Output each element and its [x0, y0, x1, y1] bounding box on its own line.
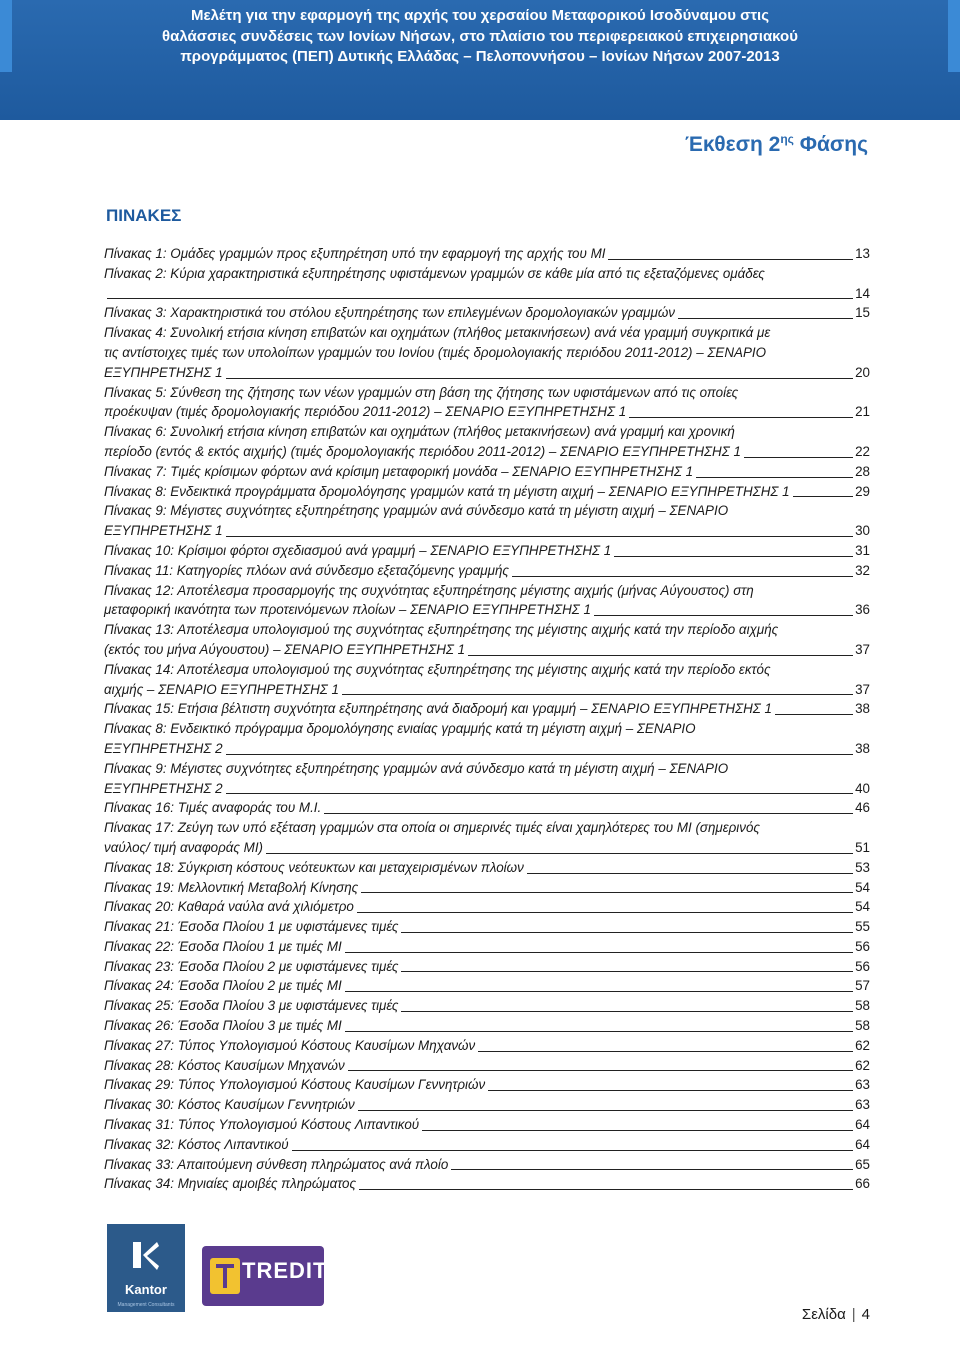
tredit-logo-text: TREDIT	[242, 1258, 328, 1283]
toc-page-number: 20	[855, 364, 870, 380]
toc-entry-text: Πίνακας 1: Ομάδες γραμμών προς εξυπηρέτηση υπό την εφαρμογή της αρχής του ΜΙ	[104, 246, 606, 261]
toc-page-number: 36	[855, 602, 870, 618]
toc-entry[interactable]	[104, 422, 870, 462]
toc-leader-line	[345, 991, 853, 992]
page-label: Σελίδα	[801, 1306, 846, 1323]
toc-entry[interactable]	[104, 303, 870, 323]
toc-entry[interactable]	[104, 798, 870, 818]
report-phase-superscript: ης	[780, 132, 794, 146]
toc-entry[interactable]	[104, 462, 870, 482]
toc-entry-text: Πίνακας 13: Αποτέλεσμα υπολογισμού της συχνότητας εξυπηρέτησης της μέγιστης αιχμής κατά την περίοδο αιχμής	[104, 622, 779, 638]
tables-toc	[104, 244, 870, 1194]
toc-leader-line	[608, 259, 853, 260]
tredit-logo	[202, 1246, 328, 1306]
toc-page-number: 58	[855, 998, 870, 1014]
toc-entry-text: Πίνακας 16: Τιμές αναφοράς του Μ.Ι.	[104, 800, 322, 816]
toc-entry-text: μεταφορική ικανότητα των προτεινόμενων πλοίων – ΣΕΝΑΡΙΟ ΕΞΥΠΗΡΕΤΗΣΗΣ 1	[104, 602, 591, 618]
header-accent-right	[948, 0, 960, 72]
toc-entry[interactable]	[104, 1095, 870, 1115]
toc-page-number: 63	[855, 1097, 870, 1113]
toc-leader-line	[775, 714, 853, 715]
toc-page-number: 54	[855, 879, 870, 895]
toc-entry-text: ΕΞΥΠΗΡΕΤΗΣΗΣ 2	[104, 740, 223, 756]
kantor-logo-subtext: Management Consultants	[117, 1302, 175, 1308]
toc-leader-line	[512, 576, 853, 577]
toc-entry-text: Πίνακας 34: Μηνιαίες αμοιβές πληρώματος	[104, 1176, 357, 1192]
toc-leader-line	[361, 892, 853, 893]
toc-page-number: 56	[855, 938, 870, 954]
toc-entry[interactable]	[104, 244, 870, 264]
toc-leader-line	[107, 298, 853, 299]
toc-leader-line	[401, 932, 853, 933]
toc-page-number: 62	[855, 1057, 870, 1073]
toc-page-number: 14	[855, 285, 870, 301]
toc-entry[interactable]	[104, 1135, 870, 1155]
kantor-logo	[107, 1224, 185, 1312]
toc-entry[interactable]	[104, 501, 870, 541]
toc-entry[interactable]	[104, 699, 870, 719]
toc-entry-text: Πίνακας 18: Σύγκριση κόστους νεότευκτων και μεταχειρισμένων πλοίων	[104, 859, 524, 875]
toc-page-number: 32	[855, 562, 870, 578]
toc-entry[interactable]	[104, 858, 870, 878]
toc-page-number: 55	[855, 919, 870, 935]
toc-leader-line	[357, 912, 853, 913]
page-number	[802, 1306, 870, 1323]
toc-leader-line	[793, 496, 854, 497]
toc-page-number: 64	[855, 1136, 870, 1152]
toc-page-number: 38	[855, 740, 870, 756]
toc-entry-text: ναύλος/ τιμή αναφοράς ΜΙ)	[104, 839, 263, 855]
report-phase-title	[685, 132, 868, 157]
toc-leader-line	[345, 952, 853, 953]
toc-entry[interactable]	[104, 264, 870, 304]
toc-page-number: 22	[855, 443, 870, 459]
toc-page-number: 21	[855, 404, 870, 420]
kantor-mark-icon	[131, 1238, 161, 1272]
tredit-mark-icon	[208, 1254, 242, 1298]
toc-entry[interactable]	[104, 818, 870, 858]
toc-entry[interactable]	[104, 660, 870, 700]
toc-entry-text: Πίνακας 4: Συνολική ετήσια κίνηση επιβατών και οχημάτων (πλήθος μετακινήσεων) ανά νέα γραμμή συγκριτικά με	[104, 325, 771, 341]
header-accent-left	[0, 0, 12, 72]
report-phase-suffix: Φάσης	[793, 133, 868, 156]
toc-entry-text: ΕΞΥΠΗΡΕΤΗΣΗΣ 2	[104, 780, 223, 796]
toc-entry-text: Πίνακας 33: Απαιτούμενη σύνθεση πληρώματος ανά πλοίο	[104, 1156, 449, 1172]
toc-page-number: 37	[855, 641, 870, 657]
document-title-line: θαλάσσιες συνδέσεις των Ιονίων Νήσων, στο πλαίσιο του περιφερειακού επιχειρησιακού	[162, 27, 798, 45]
toc-entry-text: Πίνακας 14: Αποτέλεσμα υπολογισμού της συχνότητας εξυπηρέτησης της μέγιστης αιχμής κατά την περίοδο εκτός	[104, 661, 771, 677]
toc-page-number: 28	[855, 463, 870, 479]
toc-entry[interactable]	[104, 1155, 870, 1175]
toc-page-number: 58	[855, 1018, 870, 1034]
toc-entry-text: (εκτός του μήνα Αύγουστου) – ΣΕΝΑΡΙΟ ΕΞΥΠΗΡΕΤΗΣΗΣ 1	[104, 641, 466, 657]
toc-page-number: 66	[855, 1176, 870, 1192]
toc-leader-line	[629, 417, 853, 418]
toc-leader-line	[226, 536, 854, 537]
toc-entry-text: Πίνακας 25: Έσοδα Πλοίου 3 με υφιστάμενες τιμές	[104, 998, 399, 1014]
toc-entry-text: Πίνακας 12: Αποτέλεσμα προσαρμογής της συχνότητας εξυπηρέτησης μέγιστης αιχμής (μήνας Αύγουστος) στη	[104, 582, 754, 598]
document-title-line: προγράμματος (ΠΕΠ) Δυτικής Ελλάδας – Πελοποννήσου – Ιονίων Νήσων 2007-2013	[180, 48, 780, 65]
toc-entry-text: Πίνακας 2: Κύρια χαρακτηριστικά εξυπηρέτησης υφιστάμενων γραμμών σε κάθε μία από τις εξεταζόμενες ομάδες	[104, 265, 765, 281]
toc-entry[interactable]	[104, 1115, 870, 1135]
toc-leader-line	[614, 556, 853, 557]
toc-page-number: 38	[855, 701, 870, 717]
toc-page-number: 46	[855, 800, 870, 816]
toc-entry-text: Πίνακας 29: Τύπος Υπολογισμού Κόστους Καυσίμων Γεννητριών	[104, 1077, 486, 1093]
toc-entry-text: Πίνακας 9: Μέγιστες συχνότητες εξυπηρέτησης γραμμών ανά σύνδεσμο κατά τη μέγιστη αιχμή – ΣΕΝΑΡΙΟ	[104, 503, 729, 519]
toc-leader-line	[292, 1150, 853, 1151]
toc-leader-line	[324, 813, 853, 814]
toc-leader-line	[594, 615, 853, 616]
toc-leader-line	[527, 873, 853, 874]
document-header-band	[0, 0, 960, 120]
page-footer	[0, 1210, 960, 1357]
toc-entry[interactable]	[104, 917, 870, 937]
toc-entry-text: ΕΞΥΠΗΡΕΤΗΣΗΣ 1	[104, 523, 223, 539]
toc-leader-line	[358, 1110, 853, 1111]
toc-leader-line	[478, 1051, 853, 1052]
toc-leader-line	[266, 853, 853, 854]
toc-page-number: 29	[855, 483, 870, 499]
toc-leader-line	[696, 477, 853, 478]
toc-entry[interactable]	[104, 1174, 870, 1194]
document-title-line: Μελέτη για την εφαρμογή της αρχής του χερσαίου Μεταφορικού Ισοδύναμου στις	[190, 7, 770, 24]
toc-entry[interactable]	[104, 1056, 870, 1076]
toc-entry-text: Πίνακας 22: Έσοδα Πλοίου 1 με τιμές ΜΙ	[104, 938, 342, 954]
toc-entry-text: Πίνακας 24: Έσοδα Πλοίου 2 με τιμές ΜΙ	[104, 978, 342, 994]
toc-entry-text: τις αντίστοιχες τιμές των υπολοίπων γραμμών του Ιονίου (τιμές δρομολογιακής περιόδου 2011-2012) – ΣΕΝΑΡΙΟ	[104, 344, 767, 360]
toc-entry[interactable]	[104, 561, 870, 581]
toc-entry-text: Πίνακας 6: Συνολική ετήσια κίνηση επιβατών και οχημάτων (πλήθος μετακινήσεων) ανά γραμμή και χρονική	[104, 424, 735, 440]
toc-page-number: 31	[855, 542, 870, 558]
toc-page-number: 30	[855, 523, 870, 539]
toc-page-number: 37	[855, 681, 870, 697]
toc-entry-text: Πίνακας 8: Ενδεικτικά προγράμματα δρομολόγησης γραμμών κατά τη μέγιστη αιχμή – ΣΕΝΑΡΙΟ ΕΞΥΠΗΡΕΤΗΣΗΣ 1	[104, 483, 790, 499]
toc-entry-text: Πίνακας 26: Έσοδα Πλοίου 3 με τιμές ΜΙ	[104, 1018, 342, 1034]
toc-entry-text: Πίνακας 8: Ενδεικτικό πρόγραμμα δρομολόγησης ενιαίας γραμμής κατά τη μέγιστη αιχμή – ΣΕΝΑΡΙΟ	[104, 721, 696, 737]
toc-entry-text: αιχμής – ΣΕΝΑΡΙΟ ΕΞΥΠΗΡΕΤΗΣΗΣ 1	[104, 681, 339, 697]
toc-entry[interactable]	[104, 1016, 870, 1036]
toc-page-number: 56	[855, 958, 870, 974]
toc-leader-line	[451, 1169, 853, 1170]
toc-entry-text: Πίνακας 5: Σύνθεση της ζήτησης των νέων γραμμών στη βάση της ζήτησης των υφιστάμενων από τις οποίες	[104, 384, 739, 400]
toc-entry-text: Πίνακας 7: Τιμές κρίσιμων φόρτων ανά κρίσιμη μεταφορική μονάδα – ΣΕΝΑΡΙΟ ΕΞΥΠΗΡΕΤΗΣΗΣ 1	[104, 463, 694, 479]
toc-entry-text: Πίνακας 21: Έσοδα Πλοίου 1 με υφιστάμενες τιμές	[104, 919, 399, 935]
toc-entry[interactable]	[104, 1075, 870, 1095]
toc-leader-line	[342, 694, 853, 695]
toc-entry[interactable]	[104, 1036, 870, 1056]
toc-leader-line	[359, 1189, 853, 1190]
toc-entry[interactable]	[104, 719, 870, 759]
toc-page-number: 15	[855, 305, 870, 321]
toc-entry[interactable]	[104, 620, 870, 660]
toc-entry-text: περίοδο (εντός & εκτός αιχμής) (τιμές δρομολογιακής περιόδου 2011-2012) – ΣΕΝΑΡΙΟ ΕΞΥΠΗΡΕΤΗΣΗΣ 1	[104, 443, 741, 459]
toc-entry-text: Πίνακας 19: Μελλοντική Μεταβολή Κίνησης	[104, 879, 359, 895]
toc-entry[interactable]	[104, 996, 870, 1016]
toc-entry-text: Πίνακας 15: Ετήσια βέλτιστη συχνότητα εξυπηρέτησης ανά διαδρομή και γραμμή – ΣΕΝΑΡΙΟ ΕΞΥΠΗΡΕΤΗΣΗΣ 1	[104, 701, 772, 717]
toc-page-number: 51	[855, 839, 870, 855]
toc-entry-text: Πίνακας 31: Τύπος Υπολογισμού Κόστους Λιπαντικού	[104, 1117, 420, 1133]
toc-page-number: 53	[855, 859, 870, 875]
toc-leader-line	[226, 378, 854, 379]
toc-entry-text: Πίνακας 9: Μέγιστες συχνότητες εξυπηρέτησης γραμμών ανά σύνδεσμο κατά τη μέγιστη αιχμή – ΣΕΝΑΡΙΟ	[104, 760, 729, 776]
toc-entry-text: Πίνακας 3: Χαρακτηριστικά του στόλου εξυπηρέτησης των επιλεγμένων δρομολογιακών γραμμών	[104, 305, 675, 321]
toc-entry-text: Πίνακας 20: Καθαρά ναύλα ανά χιλιόμετρο	[104, 899, 354, 915]
toc-leader-line	[488, 1090, 853, 1091]
toc-page-number: 40	[855, 780, 870, 796]
toc-leader-line	[226, 793, 854, 794]
toc-entry-text: Πίνακας 30: Κόστος Καυσίμων Γεννητριών	[104, 1097, 355, 1113]
toc-entry[interactable]	[104, 323, 870, 382]
toc-entry-text: Πίνακας 32: Κόστος Λιπαντικού	[104, 1136, 289, 1152]
toc-leader-line	[348, 1070, 853, 1071]
toc-leader-line	[744, 457, 853, 458]
toc-entry[interactable]	[104, 897, 870, 917]
toc-entry-text: Πίνακας 10: Κρίσιμοι φόρτοι σχεδιασμού ανά γραμμή – ΣΕΝΑΡΙΟ ΕΞΥΠΗΡΕΤΗΣΗΣ 1	[104, 542, 612, 558]
toc-page-number: 57	[855, 978, 870, 994]
toc-leader-line	[468, 655, 853, 656]
toc-entry-text: προέκυψαν (τιμές δρομολογιακής περιόδου 2011-2012) – ΣΕΝΑΡΙΟ ΕΞΥΠΗΡΕΤΗΣΗΣ 1	[104, 404, 627, 420]
section-title: ΠΙΝΑΚΕΣ	[106, 206, 182, 225]
toc-page-number: 63	[855, 1077, 870, 1093]
toc-entry[interactable]	[104, 957, 870, 977]
toc-page-number: 62	[855, 1037, 870, 1053]
toc-entry[interactable]	[104, 581, 870, 621]
toc-page-number: 13	[855, 246, 870, 261]
toc-page-number: 54	[855, 899, 870, 915]
toc-entry-text: Πίνακας 11: Κατηγορίες πλόων ανά σύνδεσμο εξεταζόμενης γραμμής	[104, 562, 509, 578]
toc-entry[interactable]	[104, 383, 870, 423]
toc-entry-text: Πίνακας 28: Κόστος Καυσίμων Μηχανών	[104, 1057, 345, 1073]
toc-page-number: 65	[855, 1156, 870, 1172]
toc-entry[interactable]	[104, 482, 870, 502]
toc-entry-text: Πίνακας 17: Ζεύγη των υπό εξέταση γραμμών στα οποία οι σημερινές τιμές είναι χαμηλότερες του ΜΙ (σημερινός	[104, 820, 760, 836]
toc-leader-line	[678, 318, 853, 319]
kantor-logo-text: Kantor	[125, 1282, 167, 1297]
toc-entry-text: Πίνακας 23: Έσοδα Πλοίου 2 με υφιστάμενες τιμές	[104, 958, 399, 974]
page-number-value: 4	[861, 1306, 870, 1323]
toc-entry[interactable]	[104, 976, 870, 996]
document-title	[90, 6, 870, 68]
toc-entry-text: Πίνακας 27: Τύπος Υπολογισμού Κόστους Καυσίμων Μηχανών	[104, 1037, 476, 1053]
toc-leader-line	[401, 971, 853, 972]
toc-entry[interactable]	[104, 541, 870, 561]
toc-entry[interactable]	[104, 937, 870, 957]
toc-entry[interactable]	[104, 759, 870, 799]
toc-page-number: 64	[855, 1117, 870, 1133]
page-separator: |	[851, 1306, 856, 1323]
report-phase-prefix: Έκθεση 2	[684, 133, 781, 156]
toc-entry-text: ΕΞΥΠΗΡΕΤΗΣΗΣ 1	[104, 364, 223, 380]
toc-leader-line	[422, 1130, 853, 1131]
toc-leader-line	[226, 754, 854, 755]
toc-leader-line	[401, 1011, 853, 1012]
toc-leader-line	[345, 1031, 853, 1032]
toc-entry[interactable]	[104, 878, 870, 898]
